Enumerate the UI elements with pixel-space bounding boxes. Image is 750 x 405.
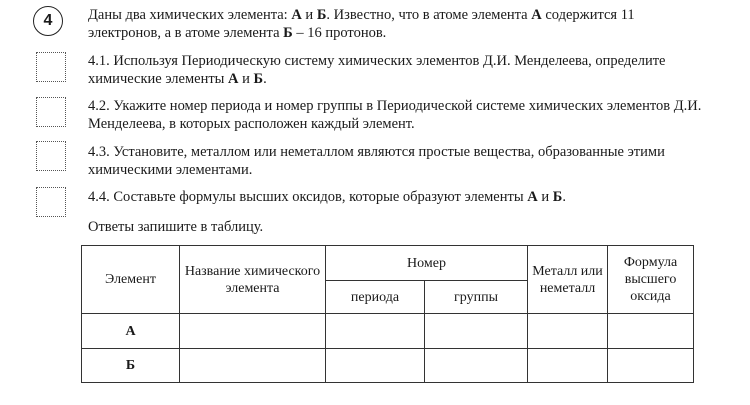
- question-4-1: 4.1. Используя Периодическую систему химических элементов Д.И. Менделеева, определите химические элементы А и Б.: [88, 53, 666, 87]
- score-box-4-1[interactable]: [36, 52, 66, 82]
- header-metal-nonmetal: Металл или неметалл: [528, 246, 608, 314]
- score-box-4-3[interactable]: [36, 141, 66, 171]
- score-box-4-4[interactable]: [36, 187, 66, 217]
- task-number: 4: [43, 12, 53, 29]
- row-label-a: А: [82, 314, 180, 349]
- cell-a-name[interactable]: [180, 314, 326, 349]
- header-element-name: Название химического элемента: [180, 246, 326, 314]
- score-box-4-2[interactable]: [36, 97, 66, 127]
- cell-b-period[interactable]: [326, 349, 425, 383]
- table-row: [82, 314, 694, 349]
- header-element: Элемент: [82, 246, 180, 314]
- cell-a-group[interactable]: [425, 314, 528, 349]
- header-oxide-formula: Формула высшего оксида: [608, 246, 694, 314]
- header-number: Номер: [326, 246, 528, 281]
- task-number-badge: [33, 6, 63, 36]
- task-intro: Даны два химических элемента: А и Б. Известно, что в атоме элемента А содержится 11 электронов, а в атоме элемента Б – 16 протонов.: [88, 7, 635, 41]
- header-group: группы: [425, 281, 528, 314]
- question-4-3: 4.3. Установите, металлом или неметаллом являются простые вещества, образованные этими химическими элементами.: [88, 144, 665, 178]
- header-period: периода: [326, 281, 425, 314]
- row-label-b: Б: [82, 349, 180, 383]
- cell-a-oxide[interactable]: [608, 314, 694, 349]
- answer-prompt: Ответы запишите в таблицу.: [88, 219, 264, 235]
- table-row: [82, 349, 694, 383]
- question-4-4: 4.4. Составьте формулы высших оксидов, которые образуют элементы А и Б.: [88, 189, 566, 205]
- answer-table: [81, 245, 694, 383]
- cell-b-metal[interactable]: [528, 349, 608, 383]
- cell-b-oxide[interactable]: [608, 349, 694, 383]
- cell-a-metal[interactable]: [528, 314, 608, 349]
- cell-b-group[interactable]: [425, 349, 528, 383]
- cell-b-name[interactable]: [180, 349, 326, 383]
- cell-a-period[interactable]: [326, 314, 425, 349]
- question-4-2: 4.2. Укажите номер периода и номер группы в Периодической системе химических элементов Д.И. Менделеева, в которых расположен каждый элемент.: [88, 98, 702, 132]
